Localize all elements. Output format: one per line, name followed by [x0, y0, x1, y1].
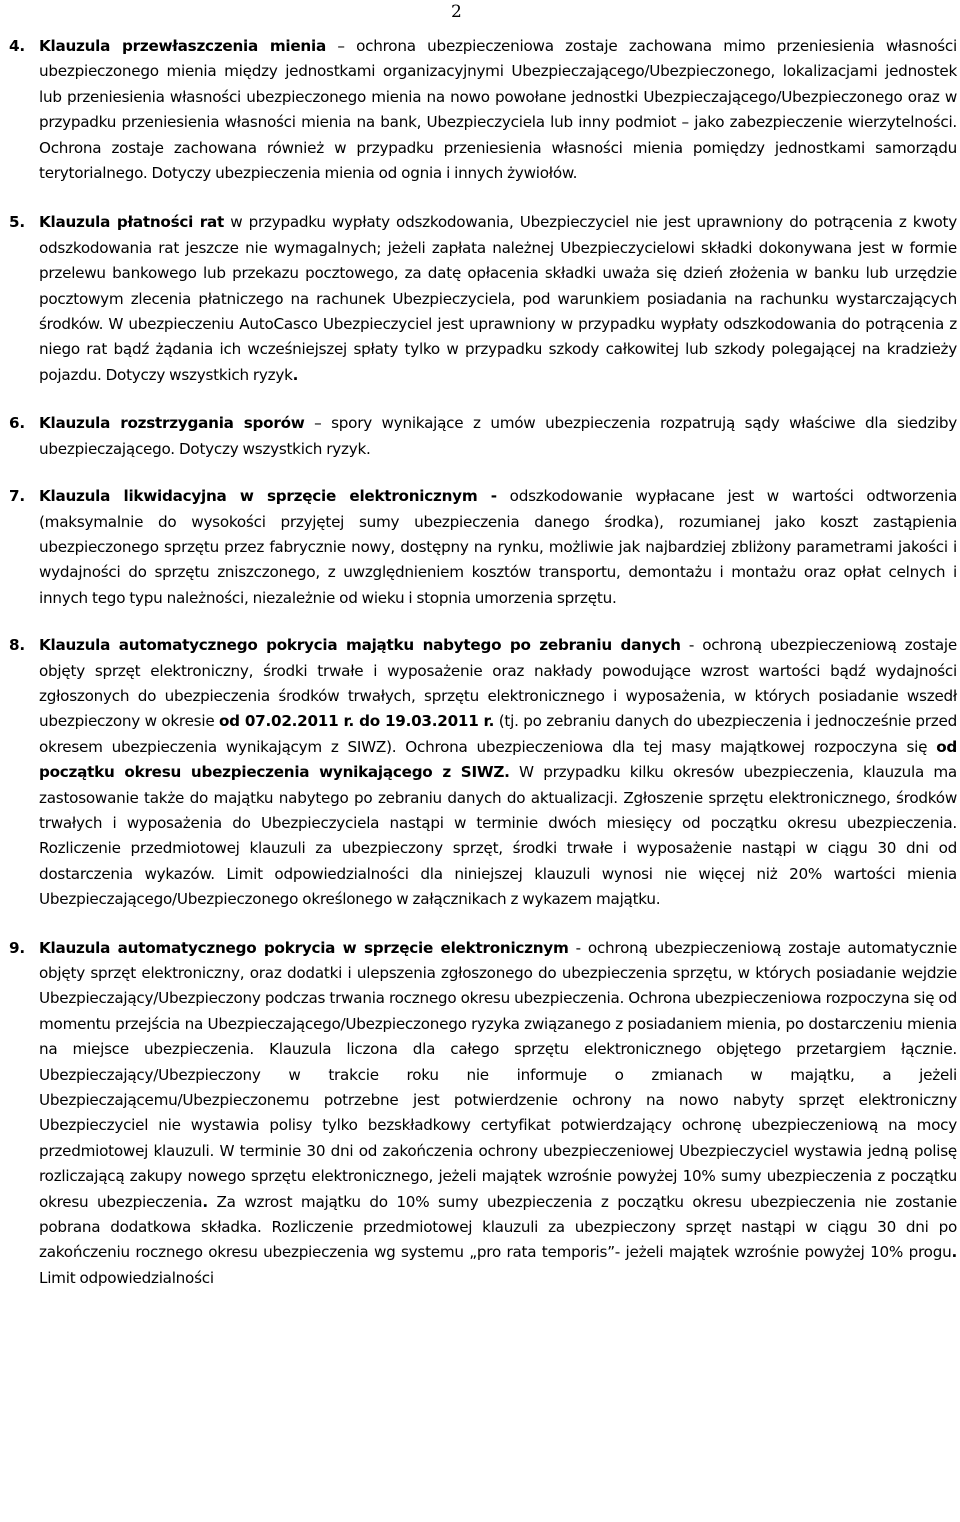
clause-title: Klauzula automatycznego pokrycia w sprzęcie elektronicznym: [39, 938, 569, 957]
clause-text: w przypadku wypłaty odszkodowania, Ubezpieczyciel nie jest uprawniony do potrącenia z kwoty odszkodowania rat jeszcze nie wymagalnych; jeżeli zapłata należnej Ubezpieczycielowi składki dokonywana jest w formie przelewu bankowego lub przekazu pocztowego, za datę opłacenia składki uważa się dzień złożenia w banku lub urzędzie pocztowym zlecenia płatniczego na rachunek Ubezpieczyciela, pod warunkiem posiadania na rachunku wystarczających środków. W ubezpieczeniu AutoCasco Ubezpieczyciel jest uprawniony w przypadku wypłaty odszkodowania do potrącenia z niego rat bądź żądania ich wcześniejszej spłaty tylko w przypadku szkody całkowitej lub szkody polegającej na kradzieży pojazdu. Dotyczy wszystkich ryzyk: [39, 213, 958, 384]
page-number: 2: [451, 2, 462, 22]
clause-text: odszkodowanie wypłacane jest w wartości odtworzenia (maksymalnie do wysokości przyjętej sumy ubezpieczenia danego środka), rozumianej jako koszt zastąpienia ubezpieczonego sprzętu przez fabrycznie nowy, dostępny na rynku, możliwie jak najbardziej zbliżony parametrami jakości i wydajności do sprzętu zniszczonego, z uwzględnieniem kosztów transportu, demontażu i montażu oraz opłat celnych i innych tego typu należności, niezależnie od wieku i stopnia umorzenia sprzętu.: [39, 487, 957, 607]
clause-9: [9, 936, 957, 1292]
clause-7: [9, 484, 957, 611]
clause-text: - ochroną ubezpieczeniową zostaje objęty sprzęt elektroniczny, środki trwałe i wyposażenie oraz nakłady powodujące wzrost wartości bądź wydajności zgłoszonych do ubezpieczenia środków trwałych, sprzętu elektronicznego i wyposażenia, w których posiadanie wszedł ubezpieczony w okresie: [39, 636, 957, 731]
clause-number: 6.: [9, 414, 25, 433]
clause-number: 8.: [9, 636, 25, 655]
clause-text: – spory wynikające z umów ubezpieczenia rozpatrują sądy właściwe dla siedziby ubezpieczającego. Dotyczy wszystkich ryzyk.: [39, 414, 957, 458]
clause-number: 9.: [9, 938, 25, 957]
clause-title: Klauzula płatności rat: [39, 213, 225, 232]
clause-text: W przypadku kilku okresów ubezpieczenia, klauzula ma zastosowanie także do majątku nabytego po zebraniu danych do aktualizacji. Zgłoszenie sprzętu elektronicznego, środków trwałych i wyposażenia do Ubezpieczyciela nastąpi w terminie dwóch miesięcy od początku okresu ubezpieczenia. Rozliczenie przedmiotowej klauzuli za ubezpieczony sprzęt, środki trwałe i wyposażenie nastąpi w ciągu 30 dni od dostarczenia wykazów. Limit odpowiedzialności dla niniejszej klauzuli wynosi nie więcej niż 20% wartości mienia Ubezpieczającego/Ubezpieczonego określonego w załącznikach z wykazem majątku.: [39, 763, 957, 909]
clause-8: [9, 633, 957, 912]
clause-text: Limit odpowiedzialności: [39, 1268, 214, 1287]
clause-5: [9, 210, 957, 388]
document-body: [9, 34, 957, 1314]
clause-6: [9, 411, 957, 462]
clause-title: Klauzula likwidacyjna w sprzęcie elektronicznym -: [39, 487, 497, 506]
clause-title: Klauzula rozstrzygania sporów: [39, 414, 305, 433]
clause-title: Klauzula przewłaszczenia mienia: [39, 37, 326, 55]
clause-period: .: [951, 1243, 957, 1262]
clause-emphasis: od początku okresu ubezpieczenia wynikającego z SIWZ.: [39, 737, 957, 782]
clause-title: Klauzula automatycznego pokrycia majątku nabytego po zebraniu danych: [39, 636, 681, 655]
clause-4: [9, 34, 957, 186]
clause-period: .: [202, 1192, 208, 1211]
clause-number: 5.: [9, 213, 25, 232]
clause-text: (tj. po zebraniu danych do ubezpieczenia i jednocześnie przed okresem ubezpieczenia wynikającym z SIWZ). Ochrona ubezpieczeniowa dla tej masy majątkowej rozpoczyna się: [39, 712, 957, 756]
clause-text: - ochroną ubezpieczeniową zostaje automatycznie objęty sprzęt elektroniczny, oraz dodatki i ulepszenia zgłoszonego do ubezpieczenia sprzętu, w których posiadanie wejdzie Ubezpieczający/Ubezpieczony podczas trwania rocznego okresu ubezpieczenia. Ochrona ubezpieczeniowa rozpoczyna się od momentu przejścia na Ubezpieczającego/Ubezpieczonego ryzyka związanego z posiadaniem mienia, po dostarczeniu mienia na miejsce ubezpieczenia. Klauzula liczona dla całego sprzętu elektronicznego objętego przetargiem łącznie. Ubezpieczający/Ubezpieczony w trakcie roku nie informuje o zmianach w majątku, a jeżeli Ubezpieczającemu/Ubezpieczonemu potrzebne jest potwierdzenie ochrony na nowo nabyty sprzęt elektroniczny Ubezpieczyciel nie wystawia polisy tylko bezskładkowy certyfikat potwierdzający ochronę ubezpieczeniową na mocy przedmiotowej klauzuli. W terminie 30 dni od zakończenia ochrony ubezpieczeniowej Ubezpieczyciel wystawia jedną polisę rozliczającą zakupy nowego sprzętu elektronicznego, jeżeli majątek wzrośnie powyżej 10% sumy ubezpieczenia z początku okresu ubezpieczenia: [39, 938, 958, 1211]
clause-end: .: [292, 365, 299, 384]
clause-text: – ochrona ubezpieczeniowa zostaje zachowana mimo przeniesienia własności ubezpieczonego mienia między jednostkami organizacyjnymi Ubezpieczającego/Ubezpieczonego, lokalizacjami jednostek lub przeniesienia własności ubezpieczonego mienia na nowo powołane jednostki Ubezpieczającego/Ubezpieczonego oraz w przypadku przeniesienia własności mienia na bank, Ubezpieczyciela lub inny podmiot – jako zabezpieczenie wierzytelności. Ochrona zostaje zachowana również w przypadku przeniesienia własności mienia pomiędzy jednostkami samorządu terytorialnego. Dotyczy ubezpieczenia mienia od ognia i innych żywiołów.: [39, 37, 957, 183]
clause-number: 7.: [9, 487, 25, 506]
clause-number: 4.: [9, 37, 25, 55]
clause-date-range: od 07.02.2011 r. do 19.03.2011 r.: [219, 712, 495, 731]
clause-text: Za wzrost majątku do 10% sumy ubezpieczenia z początku okresu ubezpieczenia nie zostanie pobrana dodatkowa składka. Rozliczenie przedmiotowej klauzuli za ubezpieczony sprzęt nastąpi w ciągu 30 dni po zakończeniu rocznego okresu ubezpieczenia wg systemu „pro rata temporis”- jeżeli majątek wzrośnie powyżej 10% progu: [39, 1192, 958, 1262]
